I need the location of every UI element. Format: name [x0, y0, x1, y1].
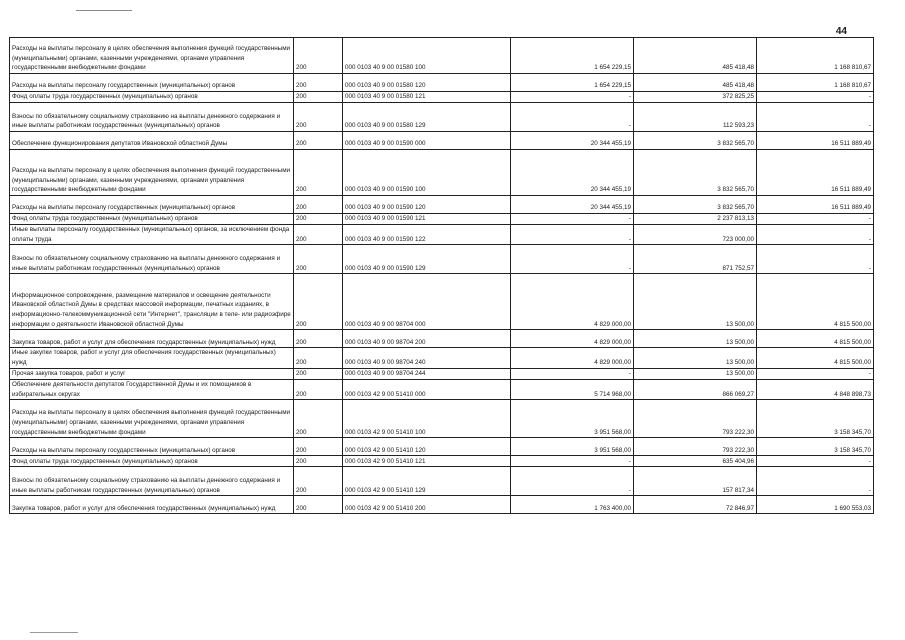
row-name-cell: Фонд оплаты труда государственных (муниципальных) органов	[10, 456, 294, 467]
row-remainder-cell: -	[757, 214, 874, 225]
row-plan-cell: 3 951 568,00	[511, 400, 634, 438]
row-name-cell: Обеспечение деятельности депутатов Государственной Думы и их помощников в избирательных округах	[10, 379, 294, 399]
row-remainder-cell: -	[757, 456, 874, 467]
row-executed-cell: 793 222,30	[634, 438, 757, 456]
row-code-cell: 200	[294, 368, 343, 379]
table-row	[10, 496, 874, 514]
row-plan-cell: 4 829 000,00	[511, 274, 634, 330]
row-name-cell: Иные выплаты персоналу государственных (муниципальных) органов, за исключением фонда оплаты труда	[10, 225, 294, 245]
row-classifier-cell: 000 0103 40 9 00 01590 121	[343, 214, 511, 225]
row-executed-cell: 13 500,00	[634, 330, 757, 348]
row-executed-cell: 793 222,30	[634, 400, 757, 438]
row-executed-cell: 871 752,57	[634, 245, 757, 274]
row-plan-cell: -	[511, 103, 634, 132]
row-remainder-cell: 4 848 898,73	[757, 379, 874, 399]
row-code-cell: 200	[294, 150, 343, 196]
row-code-cell: 200	[294, 214, 343, 225]
row-code-cell: 200	[294, 92, 343, 103]
row-name-cell: Обеспечение функционирования депутатов Ивановской областной Думы	[10, 132, 294, 150]
row-remainder-cell: -	[757, 103, 874, 132]
row-plan-cell: -	[511, 368, 634, 379]
row-executed-cell: 485 418,48	[634, 74, 757, 92]
table-row	[10, 225, 874, 245]
row-remainder-cell: -	[757, 467, 874, 496]
table-row	[10, 467, 874, 496]
row-plan-cell: -	[511, 225, 634, 245]
row-remainder-cell: 1 690 553,03	[757, 496, 874, 514]
budget-execution-table	[9, 37, 874, 514]
row-code-cell: 200	[294, 38, 343, 74]
row-plan-cell: 4 829 000,00	[511, 348, 634, 368]
row-executed-cell: 866 069,27	[634, 379, 757, 399]
row-executed-cell: 13 500,00	[634, 348, 757, 368]
row-name-cell: Фонд оплаты труда государственных (муниципальных) органов	[10, 214, 294, 225]
row-name-cell: Закупка товаров, работ и услуг для обеспечения государственных (муниципальных) нужд	[10, 496, 294, 514]
table-row	[10, 196, 874, 214]
row-plan-cell: 3 951 568,00	[511, 438, 634, 456]
row-executed-cell: 3 832 565,70	[634, 196, 757, 214]
row-classifier-cell: 000 0103 40 9 00 01580 100	[343, 38, 511, 74]
row-plan-cell: 1 763 400,00	[511, 496, 634, 514]
table-row	[10, 438, 874, 456]
row-classifier-cell: 000 0103 40 9 00 01580 121	[343, 92, 511, 103]
row-code-cell: 200	[294, 132, 343, 150]
row-classifier-cell: 000 0103 40 9 00 01590 122	[343, 225, 511, 245]
row-remainder-cell: -	[757, 245, 874, 274]
scan-mark-top	[76, 10, 132, 11]
row-name-cell: Расходы на выплаты персоналу государственных (муниципальных) органов	[10, 438, 294, 456]
table-row	[10, 456, 874, 467]
row-plan-cell: 5 714 968,00	[511, 379, 634, 399]
table-row	[10, 92, 874, 103]
row-name-cell: Расходы на выплаты персоналу в целях обеспечения выполнения функций государственными (муниципальными) органами, казенными учреждениями, органами управления государственными внебюджетными фондами	[10, 38, 294, 74]
row-code-cell: 200	[294, 496, 343, 514]
row-name-cell: Взносы по обязательному социальному страхованию на выплаты денежного содержания и иные выплаты работникам государственных (муниципальных) органов	[10, 467, 294, 496]
row-name-cell: Фонд оплаты труда государственных (муниципальных) органов	[10, 92, 294, 103]
row-plan-cell: -	[511, 245, 634, 274]
row-name-cell: Расходы на выплаты персоналу в целях обеспечения выполнения функций государственными (муниципальными) органами, казенными учреждениями, органами управления государственными внебюджетными фондами	[10, 150, 294, 196]
row-name-cell: Информационное сопровождение, размещение материалов и освещение деятельности Ивановской областной Думы в средствах массовой информации, печатных изданиях, в информационно-телекоммуникационной сети "Интернет", трансляции в теле- или радиоэфире информации о деятельности Ивановской областной Думы	[10, 274, 294, 330]
table-row	[10, 38, 874, 74]
row-classifier-cell: 000 0103 40 9 00 01580 120	[343, 74, 511, 92]
row-remainder-cell: 4 815 500,00	[757, 274, 874, 330]
row-classifier-cell: 000 0103 40 9 00 01590 120	[343, 196, 511, 214]
scan-mark-bottom	[30, 632, 78, 633]
table-row	[10, 214, 874, 225]
row-remainder-cell: 16 511 889,49	[757, 132, 874, 150]
row-remainder-cell: 1 168 810,67	[757, 74, 874, 92]
row-name-cell: Взносы по обязательному социальному страхованию на выплаты денежного содержания и иные выплаты работникам государственных (муниципальных) органов	[10, 245, 294, 274]
row-classifier-cell: 000 0103 42 9 00 51410 129	[343, 467, 511, 496]
row-code-cell: 200	[294, 348, 343, 368]
row-name-cell: Закупка товаров, работ и услуг для обеспечения государственных (муниципальных) нужд	[10, 330, 294, 348]
table-row	[10, 400, 874, 438]
row-remainder-cell: 4 815 500,00	[757, 330, 874, 348]
row-remainder-cell: 3 158 345,70	[757, 438, 874, 456]
row-name-cell: Иные закупки товаров, работ и услуг для обеспечения государственных (муниципальных) нужд	[10, 348, 294, 368]
table-row	[10, 348, 874, 368]
row-plan-cell: 20 344 455,19	[511, 132, 634, 150]
row-name-cell: Расходы на выплаты персоналу государственных (муниципальных) органов	[10, 196, 294, 214]
row-code-cell: 200	[294, 74, 343, 92]
row-executed-cell: 157 817,34	[634, 467, 757, 496]
table-row	[10, 132, 874, 150]
table-row	[10, 245, 874, 274]
row-remainder-cell: -	[757, 368, 874, 379]
row-classifier-cell: 000 0103 40 9 00 01590 129	[343, 245, 511, 274]
table-row	[10, 103, 874, 132]
row-name-cell: Расходы на выплаты персоналу в целях обеспечения выполнения функций государственными (муниципальными) органами, казенными учреждениями, органами управления государственными внебюджетными фондами	[10, 400, 294, 438]
row-executed-cell: 635 404,96	[634, 456, 757, 467]
row-remainder-cell: 16 511 889,49	[757, 150, 874, 196]
row-classifier-cell: 000 0103 42 9 00 51410 000	[343, 379, 511, 399]
row-name-cell: Прочая закупка товаров, работ и услуг	[10, 368, 294, 379]
row-remainder-cell: 3 158 345,70	[757, 400, 874, 438]
row-plan-cell: 1 654 229,15	[511, 74, 634, 92]
row-executed-cell: 13 500,00	[634, 274, 757, 330]
row-classifier-cell: 000 0103 40 9 00 01590 000	[343, 132, 511, 150]
row-code-cell: 200	[294, 103, 343, 132]
row-plan-cell: 1 654 229,15	[511, 38, 634, 74]
row-classifier-cell: 000 0103 42 9 00 51410 121	[343, 456, 511, 467]
table-row	[10, 368, 874, 379]
table-row	[10, 150, 874, 196]
row-plan-cell: 20 344 455,19	[511, 150, 634, 196]
row-plan-cell: -	[511, 456, 634, 467]
row-code-cell: 200	[294, 245, 343, 274]
row-name-cell: Взносы по обязательному социальному страхованию на выплаты денежного содержания и иные выплаты работникам государственных (муниципальных) органов	[10, 103, 294, 132]
row-code-cell: 200	[294, 456, 343, 467]
row-plan-cell: -	[511, 92, 634, 103]
row-executed-cell: 2 237 813,13	[634, 214, 757, 225]
page-number: 44	[835, 26, 847, 37]
row-remainder-cell: -	[757, 225, 874, 245]
table-row	[10, 379, 874, 399]
row-plan-cell: -	[511, 467, 634, 496]
row-executed-cell: 112 593,23	[634, 103, 757, 132]
table-row	[10, 274, 874, 330]
row-classifier-cell: 000 0103 40 9 00 01580 129	[343, 103, 511, 132]
row-remainder-cell: -	[757, 92, 874, 103]
row-code-cell: 200	[294, 379, 343, 399]
row-classifier-cell: 000 0103 40 9 00 98704 240	[343, 348, 511, 368]
row-remainder-cell: 1 168 810,67	[757, 38, 874, 74]
row-classifier-cell: 000 0103 40 9 00 98704 200	[343, 330, 511, 348]
row-plan-cell: -	[511, 214, 634, 225]
row-code-cell: 200	[294, 438, 343, 456]
row-executed-cell: 3 832 565,70	[634, 132, 757, 150]
row-executed-cell: 723 000,00	[634, 225, 757, 245]
row-executed-cell: 13 500,00	[634, 368, 757, 379]
row-classifier-cell: 000 0103 42 9 00 51410 120	[343, 438, 511, 456]
table-row	[10, 330, 874, 348]
row-classifier-cell: 000 0103 40 9 00 01590 100	[343, 150, 511, 196]
row-executed-cell: 72 846,97	[634, 496, 757, 514]
row-plan-cell: 4 829 000,00	[511, 330, 634, 348]
row-executed-cell: 485 418,48	[634, 38, 757, 74]
row-name-cell: Расходы на выплаты персоналу государственных (муниципальных) органов	[10, 74, 294, 92]
row-executed-cell: 3 832 565,70	[634, 150, 757, 196]
row-code-cell: 200	[294, 467, 343, 496]
row-plan-cell: 20 344 455,19	[511, 196, 634, 214]
row-classifier-cell: 000 0103 40 9 00 98704 000	[343, 274, 511, 330]
row-classifier-cell: 000 0103 40 9 00 98704 244	[343, 368, 511, 379]
row-classifier-cell: 000 0103 42 9 00 51410 200	[343, 496, 511, 514]
row-remainder-cell: 16 511 889,49	[757, 196, 874, 214]
row-code-cell: 200	[294, 274, 343, 330]
row-code-cell: 200	[294, 330, 343, 348]
row-executed-cell: 372 825,25	[634, 92, 757, 103]
row-code-cell: 200	[294, 196, 343, 214]
row-code-cell: 200	[294, 225, 343, 245]
row-remainder-cell: 4 815 500,00	[757, 348, 874, 368]
row-classifier-cell: 000 0103 42 9 00 51410 100	[343, 400, 511, 438]
row-code-cell: 200	[294, 400, 343, 438]
table-row	[10, 74, 874, 92]
